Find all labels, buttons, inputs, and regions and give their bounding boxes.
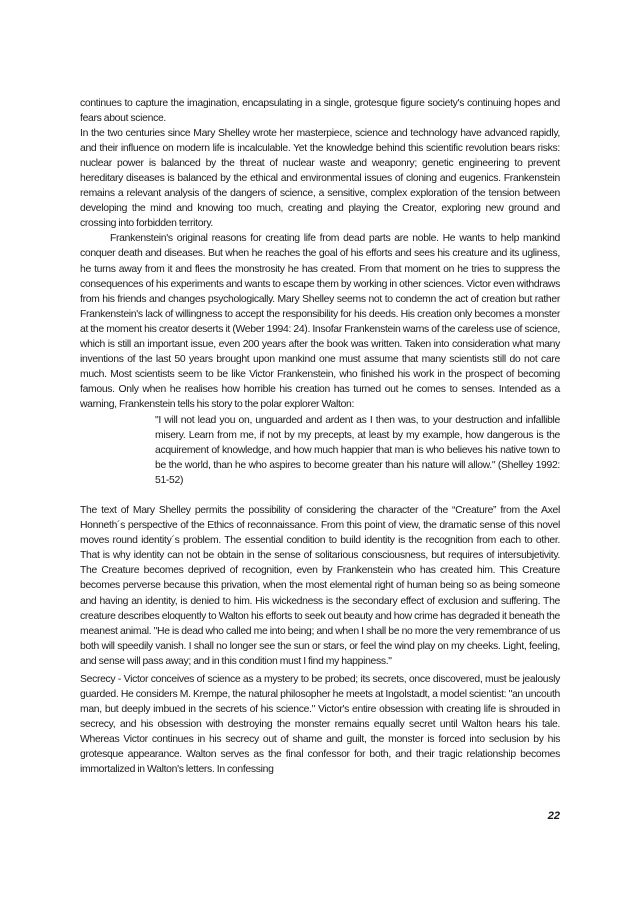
paragraph-secrecy: Secrecy - Victor conceives of science as a mystery to be probed; its secrets, once discovered, must be jealously guarded. He considers M. Krempe, the natural philosopher he meets at Ingolstadt, a model scientist: "an uncouth man, but deeply imbued in the secrets of his science." Victor's entire obsession with creating life is shrouded in secrecy, and his obsession with destroying the monster remains equally secret until Walton hears his tale. Whereas Victor continues in his secrecy out of shame and guilt, the monster is forced into seclusion by his grotesque appearance. Walton serves as the final confessor for both, and their tragic relationship becomes immortalized in Walton's letters. In confessing [80, 673, 560, 776]
document-body [80, 96, 560, 777]
page-number: 22 [547, 810, 560, 822]
paragraph-continuation: continues to capture the imagination, encapsulating in a single, grotesque figure society's continuing hopes and fears about science. [80, 98, 560, 125]
paragraph-science-risks: In the two centuries since Mary Shelley wrote her masterpiece, science and technology have advanced rapidly, and their influence on modern life is incalculable. Yet the knowledge behind this scientific revolution bears risks: nuclear power is balanced by the threat of nuclear waste and weaponry; genetic engineering to prevent hereditary diseases is balanced by the ethical and environmental issues of cloning and eugenics. Frankenstein remains a relevant analysis of the dangers of science, a sensitive, complex exploration of the tension between developing the mind and knowing too much, creating and playing the Creator, exploring new ground and crossing into forbidden territory. [80, 128, 560, 230]
block-quote-shelley: "I will not lead you on, unguarded and ardent as I then was, to your destruction and infallible misery. Learn from me, if not by my precepts, at least by my example, how dangerous is the acquirement of knowledge, and how much happier that man is who believes his native town to be the world, than he who aspires to become greater than his nature will allow." (Shelley 1992: 51-52) [155, 414, 560, 487]
paragraph-honneth-recognition: The text of Mary Shelley permits the possibility of considering the character of the “Creature” from the Axel Honneth´s perspective of the Ethics of reconnaissance. From this point of view, the dramatic sense of this novel moves round identity´s problem. The essential condition to build identity is the recognition from each to other. That is why identity can not be obtain in the sense of solitarious consciousness, but requires of intersubjetivity. The Creature becomes deprived of recognition, even by Frankenstein who has created him. This Creature becomes perverse because this privation, when the most elemental right of human being so as being someone and having an identity, is denied to him. His wickedness is the secondary effect of exclusion and suffering. The creature describes eloquently to Walton his efforts to seek out beauty and how crime has degraded it beneath the meanest animal. "He is dead who called me into being; and when I shall be no more the very remembrance of us both will speedily vanish. I shall no longer see the sun or stars, or feel the wind play on my cheeks. Light, feeling, and sense will pass away; and in this condition must I find my happiness." [80, 505, 560, 667]
paragraph-frankenstein-reasons: Frankenstein's original reasons for creating life from dead parts are noble. He wants to help mankind conquer death and diseases. But when he reaches the goal of his efforts and sees his creature and its ugliness, he turns away from it and flees the monstrosity he has created. From that moment on he tries to suppress the consequences of his experiments and wants to escape them by working in other sciences. Victor even withdraws from his friends and changes psychologically. Mary Shelley seems not to condemn the act of creation but rather Frankenstein's lack of willingness to accept the responsibility for his deeds. His creation only becomes a monster at the moment his creator deserts it (Weber 1994: 24). Insofar Frankenstein warns of the careless use of science, which is still an important issue, even 200 years after the book was written. Taken into consideration what many inventions of the last 50 years brought upon mankind one must assume that many scientists still do not care much. Most scientists seem to be like Victor Frankenstein, who finished his work in the prospect of becoming famous. Only when he realises how horrible his creation has turned out he comes to senses. Intended as a warning, Frankenstein tells his story to the polar explorer Walton: [80, 233, 560, 410]
